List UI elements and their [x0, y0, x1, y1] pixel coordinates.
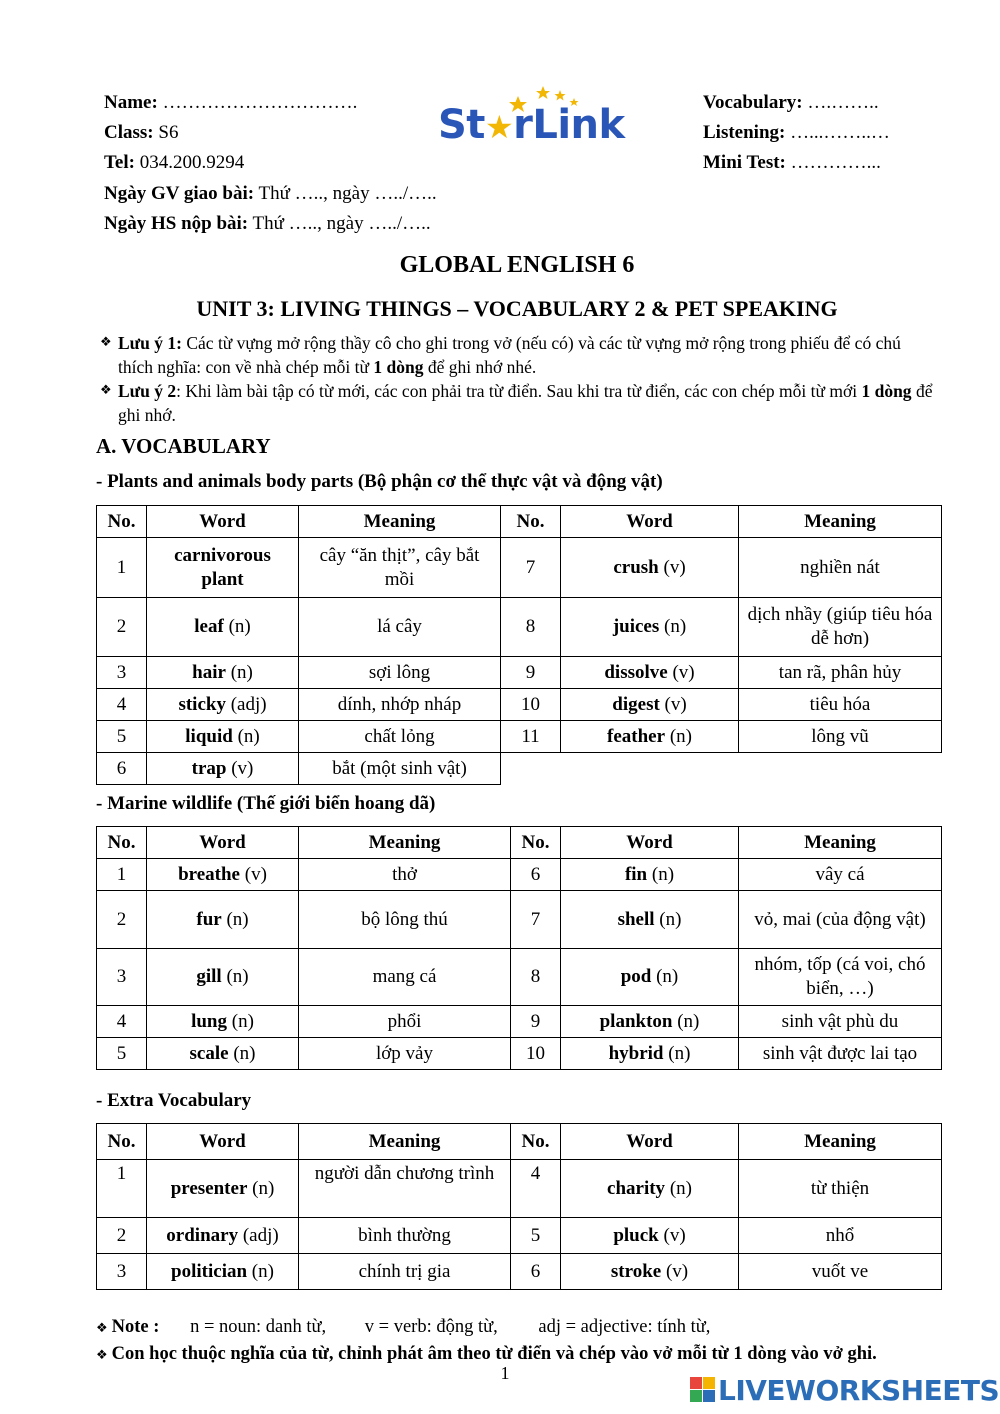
- table-row: 4 lung (n) phổi 9 plankton (n) sinh vật phù du: [97, 1006, 942, 1038]
- table-row: 6 trap (v) bắt (một sinh vật): [97, 753, 942, 785]
- page-title: GLOBAL ENGLISH 6: [399, 252, 635, 278]
- marine-wildlife-heading: - Marine wildlife (Thế giới biển hoang dã): [96, 793, 436, 814]
- note-2: ❖ Lưu ý 2: Khi làm bài tập có từ mới, các con phải tra từ điển. Sau khi tra từ điển, các con chép mỗi từ mới 1 dòng để ghi nhớ.: [100, 381, 933, 425]
- table-row: 4 sticky (adj) dính, nhớp nháp 10 digest (v) tiêu hóa: [97, 689, 942, 721]
- table-row: 3 gill (n) mang cá 8 pod (n) nhóm, tốp (cá voi, chó biển, …): [97, 949, 942, 1006]
- vocabulary-score: Vocabulary: ….……..: [703, 92, 879, 113]
- extra-vocabulary-table: [96, 1123, 942, 1290]
- table-row: 1 carnivorous plant cây “ăn thịt”, cây bắt mồi 7 crush (v) nghiền nát: [97, 538, 942, 598]
- plants-animals-table: [96, 505, 942, 785]
- table-row: 5 scale (n) lớp vảy 10 hybrid (n) sinh vật được lai tạo: [97, 1038, 942, 1070]
- mini-test-score: Mini Test: …………...: [703, 152, 881, 173]
- tel-line: Tel: 034.200.9294: [104, 152, 245, 173]
- table-header-row: No. Word Meaning No. Word Meaning: [97, 827, 942, 859]
- table-header-row: No. Word Meaning No. Word Meaning: [97, 506, 942, 538]
- table-row: 1 breathe (v) thở 6 fin (n) vây cá: [97, 859, 942, 891]
- table-header-row: No. Word Meaning No. Word Meaning: [97, 1124, 942, 1160]
- table-row: 2 leaf (n) lá cây 8 juices (n) dịch nhầy (giúp tiêu hóa dễ hơn): [97, 598, 942, 657]
- submit-date-line: Ngày HS nộp bài: Thứ ….., ngày …../…..: [104, 213, 431, 234]
- table-row: 1 presenter (n) người dẫn chương trình 4 charity (n) từ thiện: [97, 1160, 942, 1218]
- table-row: 2 fur (n) bộ lông thú 7 shell (n) vỏ, mai (của động vật): [97, 891, 942, 949]
- liveworksheets-logo-icon: [690, 1377, 716, 1403]
- page-number: 1: [500, 1363, 510, 1383]
- starlink-logo: St★rLink: [438, 82, 648, 152]
- unit-title: UNIT 3: LIVING THINGS – VOCABULARY 2 & PET SPEAKING: [196, 296, 838, 321]
- assign-date-line: Ngày GV giao bài: Thứ ….., ngày …../…..: [104, 183, 437, 204]
- note-1: ❖ Lưu ý 1: Các từ vựng mở rộng thầy cô cho ghi trong vở (nếu có) và các từ vựng mở rộng trong phiếu để có chú thích nghĩa: con về nhà chép mỗi từ 1 dòng để ghi nhớ nhé.: [100, 333, 901, 377]
- class-line: Class: S6: [104, 122, 179, 143]
- diamond-bullet-icon: ❖: [96, 1348, 108, 1363]
- logo-star-icon: ★: [484, 108, 514, 146]
- extra-vocabulary-heading: - Extra Vocabulary: [96, 1090, 252, 1111]
- table-row: 2 ordinary (adj) bình thường 5 pluck (v) nhổ: [97, 1218, 942, 1254]
- listening-score: Listening: …...……..…: [703, 122, 890, 143]
- table-row: 3 politician (n) chính trị gia 6 stroke (v) vuốt ve: [97, 1254, 942, 1290]
- table-row: 5 liquid (n) chất lỏng 11 feather (n) lông vũ: [97, 721, 942, 753]
- diamond-bullet-icon: ❖: [100, 383, 112, 398]
- section-a-heading: A. VOCABULARY: [96, 434, 271, 458]
- plants-animals-heading: - Plants and animals body parts (Bộ phận cơ thể thực vật và động vật): [96, 471, 663, 492]
- table-row: 3 hair (n) sợi lông 9 dissolve (v) tan rã, phân hủy: [97, 657, 942, 689]
- study-instruction: ❖ Con học thuộc nghĩa của từ, chỉnh phát âm theo từ điển và chép vào vở mỗi từ 1 dòng vào vở ghi.: [96, 1344, 877, 1364]
- abbreviation-note: ❖ Note : n = noun: danh từ, v = verb: động từ, adj = adjective: tính từ,: [96, 1317, 711, 1337]
- marine-wildlife-table: [96, 826, 942, 1070]
- diamond-bullet-icon: ❖: [96, 1321, 108, 1336]
- name-line: Name: ………………………….: [104, 92, 358, 113]
- diamond-bullet-icon: ❖: [100, 335, 112, 350]
